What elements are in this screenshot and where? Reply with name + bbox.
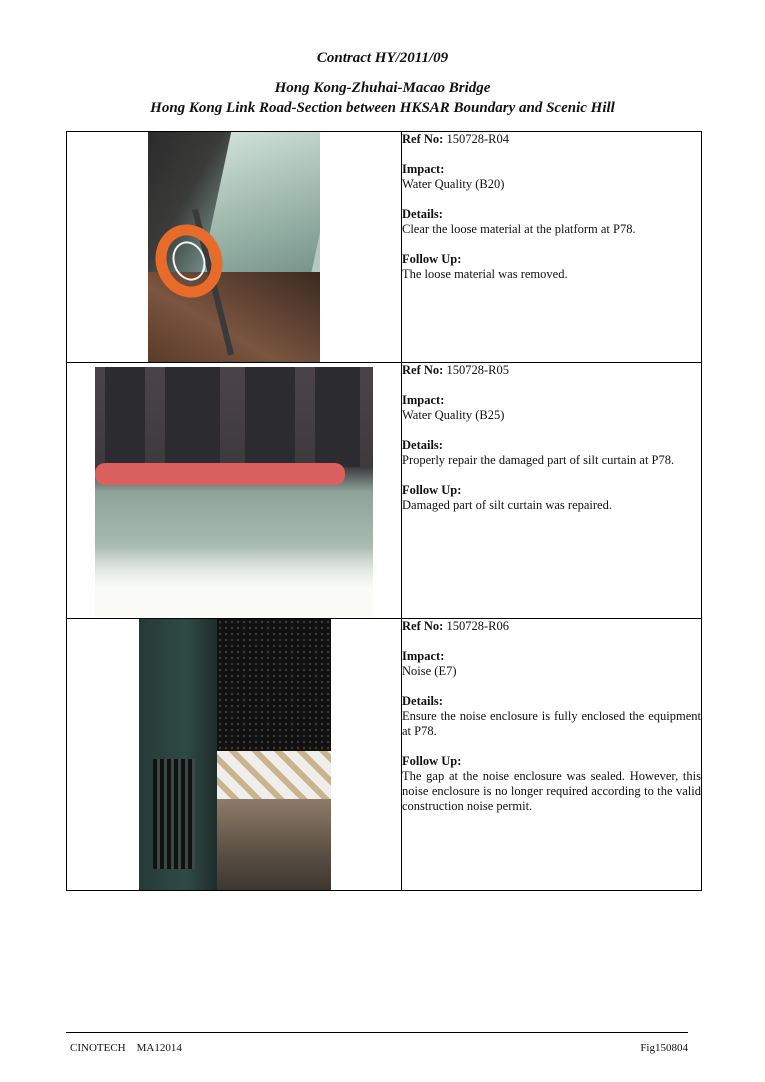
details-value: Ensure the noise enclosure is fully enclosed the equipment at P78. bbox=[402, 709, 701, 738]
impact-label: Impact: bbox=[402, 649, 445, 663]
table-row bbox=[67, 363, 702, 619]
inspection-table bbox=[66, 131, 702, 891]
impact-label: Impact: bbox=[402, 162, 445, 176]
photo-cell bbox=[67, 619, 402, 891]
ref-no-label: Ref No: bbox=[402, 619, 444, 633]
contract-title: Contract HY/2011/09 bbox=[316, 50, 449, 66]
silt-curtain-image bbox=[95, 463, 345, 485]
details-label: Details: bbox=[402, 438, 443, 452]
follow-up-value: The loose material was removed. bbox=[402, 267, 568, 281]
ref-no-value: 150728-R05 bbox=[446, 363, 509, 377]
details-value: Clear the loose material at the platform at P78. bbox=[402, 222, 636, 236]
site-photo-platform bbox=[148, 132, 320, 362]
details-value: Properly repair the damaged part of silt curtain at P78. bbox=[402, 453, 675, 467]
details-label: Details: bbox=[402, 207, 443, 221]
entry-details bbox=[402, 132, 702, 363]
site-photo-silt-curtain bbox=[95, 367, 373, 617]
follow-up-value: The gap at the noise enclosure was sealed. However, this noise enclosure is no longer required according to the valid construction noise permit. bbox=[402, 769, 701, 813]
ref-no-value: 150728-R04 bbox=[446, 132, 509, 146]
photo-cell bbox=[67, 132, 402, 363]
impact-value: Water Quality (B20) bbox=[402, 177, 505, 191]
entry-details bbox=[402, 363, 702, 619]
impact-value: Noise (E7) bbox=[402, 664, 457, 678]
table-row bbox=[67, 619, 702, 891]
impact-label: Impact: bbox=[402, 393, 445, 407]
page-footer bbox=[66, 1032, 688, 1054]
ref-no-label: Ref No: bbox=[402, 363, 444, 377]
follow-up-label: Follow Up: bbox=[402, 754, 462, 768]
ref-no-label: Ref No: bbox=[402, 132, 444, 146]
project-title: Hong Kong-Zhuhai-Macao Bridge bbox=[274, 80, 491, 96]
footer-figure-number: Fig150804 bbox=[640, 1042, 688, 1054]
photo-cell bbox=[67, 363, 402, 619]
section-title: Hong Kong Link Road-Section between HKSAR Boundary and Scenic Hill bbox=[150, 100, 615, 116]
table-row bbox=[67, 132, 702, 363]
impact-value: Water Quality (B25) bbox=[402, 408, 505, 422]
site-photo-noise-enclosure bbox=[139, 619, 331, 890]
follow-up-label: Follow Up: bbox=[402, 252, 462, 266]
details-label: Details: bbox=[402, 694, 443, 708]
footer-company: CINOTECH MA12014 bbox=[70, 1042, 182, 1054]
follow-up-label: Follow Up: bbox=[402, 483, 462, 497]
entry-details bbox=[402, 619, 702, 891]
ref-no-value: 150728-R06 bbox=[446, 619, 509, 633]
document-header bbox=[0, 48, 765, 118]
follow-up-value: Damaged part of silt curtain was repaired. bbox=[402, 498, 612, 512]
